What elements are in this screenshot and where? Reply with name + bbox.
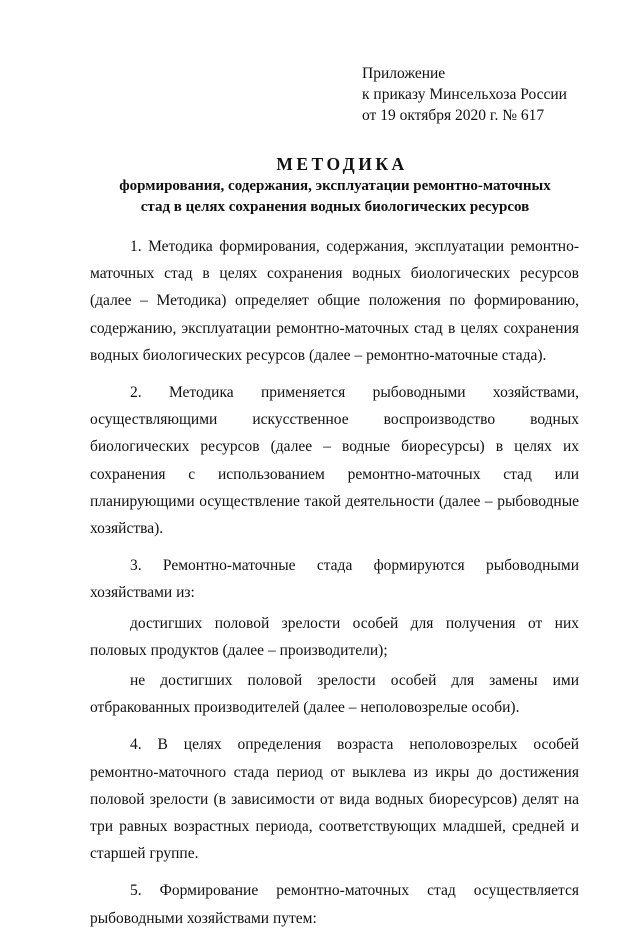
paragraph-3: 3. Ремонтно-маточные стада формируются рыбоводными хозяйствами из: [90,557,579,602]
appendix-line-2: к приказу Минсельхоза России [362,86,567,103]
document-body [90,233,579,942]
paragraph-1: 1. Методика формирования, содержания, эксплуатации ремонтно-маточных стад в целях сохранения водных биологических ресурсов (далее – Методика) определяет общие положения по формированию, содержанию, эксплуатации ремонтно-маточных стад в целях сохранения водных биологических ресурсов (далее – ремонтно-маточные стада). [90,238,579,364]
appendix-header [362,63,567,126]
paragraph-2: 2. Методика применяется рыбоводными хозяйствами, осуществляющими искусственное воспроизводство водных биологических ресурсов (далее – водные биоресурсы) в целях их сохранения с использованием ремонтно-маточных стад или планирующими осуществление такой деятельности (далее – рыбоводные хозяйства). [90,384,579,538]
title-line-1: формирования, содержания, эксплуатации ремонтно-маточных [119,178,551,194]
paragraph-4: 4. В целях определения возраста неполовозрелых особей ремонтно-маточного стада период от выклева из икры до достижения половой зрелости (в зависимости от вида водных биоресурсов) делят на три равных возрастных периода, соответствующих младшей, средней и старшей группе. [90,736,579,863]
document-title [60,152,610,218]
paragraph-3-item-1: достигших половой зрелости особей для получения от них половых продуктов (далее – производители); [90,614,579,659]
appendix-line-3: от 19 октября 2020 г. № 617 [362,107,545,124]
title-line-2: стад в целях сохранения водных биологических ресурсов [140,199,530,215]
paragraph-5: 5. Формирование ремонтно-маточных стад осуществляется рыбоводными хозяйствами путем: [90,882,579,927]
appendix-line-1: Приложение [362,65,446,82]
title-main: МЕТОДИКА [276,154,408,174]
paragraph-3-item-2: не достигших половой зрелости особей для замены ими отбракованных производителей (далее – неполовозрелые особи). [90,672,579,717]
